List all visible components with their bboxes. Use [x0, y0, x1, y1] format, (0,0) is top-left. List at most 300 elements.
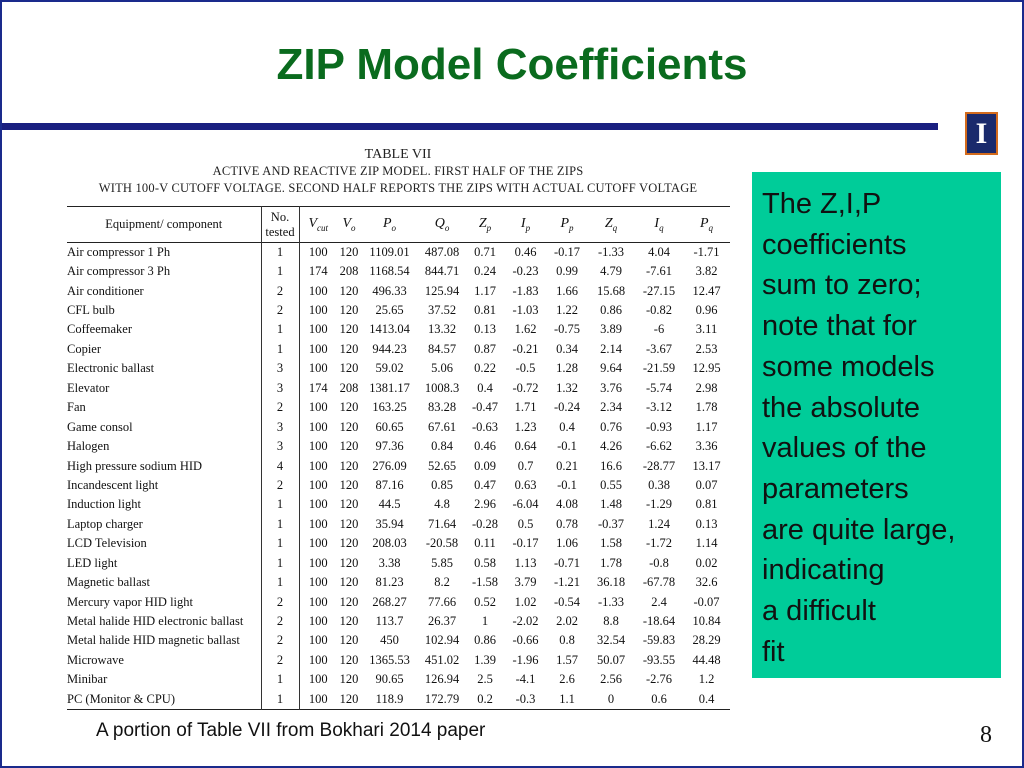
table-cell: 100 [308, 477, 328, 492]
table-cell: -93.55 [642, 652, 676, 667]
table-cell: 44.5 [378, 497, 401, 512]
table-cell: 100 [308, 575, 328, 590]
title-rule [2, 123, 938, 130]
equipment-name-cell: Electronic ballast [67, 359, 261, 378]
table-row [67, 651, 730, 670]
equipment-name-cell: Fan [67, 398, 261, 417]
header-tested: No. tested [261, 207, 299, 243]
equipment-name-cell: LED light [67, 554, 261, 573]
table-cell: 120 [339, 458, 359, 473]
table-row [67, 262, 730, 281]
table-cell: 2 [261, 301, 299, 320]
table-cell: 0.86 [600, 303, 622, 318]
table-cell: -0.28 [471, 516, 499, 531]
table-cell: 1168.54 [369, 264, 410, 279]
table-cell: -0.82 [645, 303, 673, 318]
table-cell: 100 [308, 400, 328, 415]
table-cell: -3.12 [645, 400, 673, 415]
table-cell: 1 [261, 534, 299, 553]
table-cell: 0.8 [559, 633, 575, 648]
equipment-name-cell: Halogen [67, 437, 261, 456]
table-cell: 2.56 [600, 672, 622, 687]
table-cell: -0.23 [512, 264, 539, 279]
table-cell: 0 [607, 691, 615, 706]
table-cell: 0.09 [474, 458, 496, 473]
table-cell: 52.65 [427, 458, 457, 473]
equipment-name-cell: Metal halide HID electronic ballast [67, 612, 261, 631]
table-cell: 71.64 [427, 516, 457, 531]
equipment-name-cell: Air compressor 3 Ph [67, 262, 261, 281]
table-cell: -20.58 [425, 536, 459, 551]
table-cell: -2.02 [512, 614, 539, 629]
table-cell: 1.17 [474, 283, 496, 298]
table-cell: -0.1 [557, 477, 577, 492]
callout-line: are quite large, [762, 513, 956, 546]
table-cell: 1.13 [514, 555, 537, 570]
slide-title: ZIP Model Coefficients [276, 40, 748, 89]
table-cell: 0.6 [651, 691, 667, 706]
table-cell: 120 [339, 594, 359, 609]
callout-text [762, 184, 1001, 672]
table-cell: 100 [308, 633, 328, 648]
table-row [67, 340, 730, 359]
table-cell: 1 [261, 320, 299, 339]
equipment-name-cell: High pressure sodium HID [67, 456, 261, 475]
table-cell: 2.98 [695, 380, 718, 395]
table-cell: -1.33 [597, 594, 625, 609]
zip-table-container [67, 206, 730, 710]
table-cell: -1.03 [512, 303, 539, 318]
table-cell: 496.33 [372, 283, 407, 298]
table-cell: 36.18 [596, 575, 626, 590]
table-cell: -3.67 [645, 341, 673, 356]
callout-line: note that for [762, 310, 917, 343]
table-cell: 1.71 [514, 400, 537, 415]
table-cell: -0.1 [557, 439, 577, 454]
table-cell: 2.5 [477, 672, 493, 687]
table-cell: 1.78 [600, 555, 622, 570]
table-cell: 100 [308, 691, 328, 706]
page-number: 8 [980, 722, 992, 748]
table-row [67, 476, 730, 495]
table-cell: 100 [308, 303, 328, 318]
table-cell: 3.38 [378, 555, 401, 570]
table-cell: -0.3 [515, 691, 536, 706]
table-cell: 0.21 [556, 458, 578, 473]
table-cell: 0.11 [474, 536, 496, 551]
table-cell: 83.28 [427, 400, 457, 415]
table-cell: 37.52 [427, 303, 457, 318]
header-pp: $P_p$ [560, 216, 574, 233]
table-caption-line2: ACTIVE AND REACTIVE ZIP MODEL. FIRST HALF OF THE ZIPS [212, 164, 584, 178]
table-caption-line3: WITH 100-V CUTOFF VOLTAGE. SECOND HALF REPORTS THE ZIPS WITH ACTUAL CUTOFF VOLTAGE [98, 181, 698, 195]
table-cell: 0.81 [474, 303, 496, 318]
table-cell: 0.02 [695, 555, 718, 570]
table-cell: 100 [308, 458, 328, 473]
table-cell: 35.94 [375, 516, 404, 531]
table-row [67, 301, 730, 320]
table-cell: 120 [339, 419, 359, 434]
table-cell: -0.17 [553, 244, 581, 259]
table-row [67, 592, 730, 611]
table-cell: 120 [339, 555, 359, 570]
table-cell: 2 [261, 476, 299, 495]
table-cell: 13.17 [692, 458, 721, 473]
table-cell: 100 [308, 322, 328, 337]
table-row [67, 612, 730, 631]
university-logo [965, 112, 998, 155]
table-row [67, 631, 730, 650]
table-cell: 1 [261, 243, 299, 262]
logo-letter: I [975, 116, 988, 150]
table-cell: 125.94 [424, 283, 460, 298]
table-cell: 120 [339, 283, 359, 298]
table-cell: 118.9 [375, 691, 404, 706]
table-cell: 2.6 [559, 672, 575, 687]
table-cell: 3 [261, 437, 299, 456]
table-cell: -1.58 [471, 575, 499, 590]
table-cell: 3.89 [600, 322, 622, 337]
header-zp: $Z_p$ [478, 216, 492, 233]
table-row [67, 417, 730, 436]
table-cell: 100 [308, 341, 328, 356]
callout-line: some models [762, 350, 935, 383]
table-cell: 0.71 [474, 244, 496, 259]
table-cell: 0.55 [600, 477, 622, 492]
table-cell: 1.32 [556, 380, 578, 395]
table-cell: 487.08 [424, 244, 460, 259]
table-cell: 0.13 [474, 322, 496, 337]
table-cell: 1.57 [556, 652, 578, 667]
table-cell: 8.2 [434, 575, 450, 590]
table-cell: -1.21 [553, 575, 581, 590]
table-cell: 174 [308, 380, 328, 395]
table-cell: 1365.53 [369, 652, 410, 667]
table-cell: -27.15 [642, 283, 676, 298]
table-cell: 0.52 [474, 594, 496, 609]
table-row [67, 437, 730, 456]
table-cell: 172.79 [424, 691, 460, 706]
table-cell: 1.06 [556, 536, 578, 551]
table-cell: 1.23 [514, 419, 537, 434]
equipment-name-cell: Magnetic ballast [67, 573, 261, 592]
table-cell: 208 [339, 380, 359, 395]
header-pq: $P_q$ [699, 216, 714, 233]
table-cell: 2.4 [651, 594, 667, 609]
header-vo: $V_o$ [342, 216, 356, 233]
table-cell: 0.58 [474, 555, 496, 570]
equipment-name-cell: Mercury vapor HID light [67, 592, 261, 611]
table-cell: 100 [308, 439, 328, 454]
table-body [67, 243, 730, 710]
equipment-name-cell: Copier [67, 340, 261, 359]
table-cell: 12.47 [692, 283, 721, 298]
table-cell: 163.25 [372, 400, 407, 415]
table-cell: 3.79 [514, 575, 537, 590]
table-cell: 16.6 [600, 458, 622, 473]
table-cell: 100 [308, 244, 328, 259]
table-cell: 2.14 [600, 341, 622, 356]
table-cell: -0.37 [597, 516, 625, 531]
table-cell: 0.63 [514, 477, 537, 492]
table-cell: 59.02 [375, 361, 404, 376]
table-cell: 84.57 [427, 341, 457, 356]
table-cell: 4.08 [556, 497, 578, 512]
callout-line: indicating [762, 554, 885, 587]
callout-line: sum to zero; [762, 269, 922, 302]
table-cell: 0.22 [474, 361, 496, 376]
table-cell: 12.95 [692, 361, 721, 376]
table-cell: 2 [261, 398, 299, 417]
table-cell: 120 [339, 322, 359, 337]
header-zq: $Z_q$ [604, 216, 618, 233]
table-cell: 0.13 [695, 516, 718, 531]
table-cell: 1413.04 [369, 322, 410, 337]
table-cell: 8.8 [603, 614, 619, 629]
callout-box [752, 172, 1001, 678]
table-cell: 0.84 [431, 439, 453, 454]
table-cell: 1.2 [698, 672, 715, 687]
equipment-name-cell: Microwave [67, 651, 261, 670]
table-cell: 0.96 [695, 303, 718, 318]
table-cell: 120 [339, 400, 359, 415]
table-cell: 3 [261, 359, 299, 378]
table-cell: 28.29 [692, 633, 721, 648]
table-cell: 1.62 [514, 322, 537, 337]
table-cell: 0.46 [514, 244, 537, 259]
table-cell: -59.83 [642, 633, 676, 648]
table-cell: -4.1 [515, 672, 536, 687]
table-cell: 1381.17 [369, 380, 410, 395]
header-iq: $I_q$ [654, 216, 664, 233]
equipment-name-cell: Induction light [67, 495, 261, 514]
table-cell: 15.68 [596, 283, 626, 298]
table-cell: -2.76 [645, 672, 673, 687]
equipment-name-cell: Minibar [67, 670, 261, 689]
table-cell: 4.26 [600, 439, 622, 454]
table-cell: -5.74 [645, 380, 673, 395]
table-cell: 13.32 [427, 322, 457, 337]
table-row [67, 534, 730, 553]
table-cell: 100 [308, 497, 328, 512]
header-po: $P_o$ [382, 216, 397, 233]
table-cell: -0.17 [512, 536, 539, 551]
table-cell: -21.59 [642, 361, 676, 376]
table-cell: 2.53 [695, 341, 718, 356]
table-cell: 32.54 [596, 633, 626, 648]
table-cell: -7.61 [645, 264, 673, 279]
table-cell: 1.39 [474, 652, 496, 667]
equipment-name-cell: Elevator [67, 379, 261, 398]
table-cell: -0.21 [512, 341, 539, 356]
table-cell: 100 [308, 419, 328, 434]
equipment-name-cell: Coffeemaker [67, 320, 261, 339]
table-cell: 100 [308, 594, 328, 609]
table-cell: 0.81 [695, 497, 718, 512]
table-cell: 2 [261, 612, 299, 631]
table-cell: 1 [261, 495, 299, 514]
table-cell: 1.48 [600, 497, 622, 512]
table-cell: 2.96 [474, 497, 496, 512]
table-cell: 3 [261, 379, 299, 398]
table-cell: 0.46 [474, 439, 496, 454]
table-cell: 2.02 [556, 614, 578, 629]
table-cell: 44.48 [692, 652, 721, 667]
table-cell: -1.71 [693, 244, 720, 259]
table-cell: 1.1 [559, 691, 575, 706]
equipment-name-cell: Air compressor 1 Ph [67, 243, 261, 262]
table-cell: -1.33 [597, 244, 625, 259]
table-cell: 1 [481, 614, 489, 629]
callout-line: The Z,I,P [762, 188, 882, 220]
table-cell: 3.11 [695, 322, 718, 337]
table-cell: 208.03 [372, 536, 407, 551]
table-cell: 126.94 [424, 672, 460, 687]
table-row [67, 554, 730, 573]
table-cell: 2 [261, 651, 299, 670]
table-cell: -18.64 [642, 614, 676, 629]
table-cell: 1.02 [514, 594, 537, 609]
table-cell: 120 [339, 439, 359, 454]
table-cell: 0.64 [514, 439, 537, 454]
table-cell: 1 [261, 573, 299, 592]
table-cell: -0.75 [553, 322, 581, 337]
equipment-name-cell: Laptop charger [67, 515, 261, 534]
equipment-name-cell: Incandescent light [67, 476, 261, 495]
table-cell: 50.07 [596, 652, 626, 667]
callout-line: the absolute [762, 391, 921, 424]
table-cell: -0.66 [512, 633, 539, 648]
table-row [67, 690, 730, 709]
table-cell: 120 [339, 691, 359, 706]
table-cell: 100 [308, 536, 328, 551]
table-row [67, 398, 730, 417]
table-cell: 268.27 [372, 594, 407, 609]
table-cell: 1008.3 [424, 380, 460, 395]
table-cell: 120 [339, 633, 359, 648]
table-cell: 120 [339, 244, 359, 259]
table-cell: 0.4 [477, 380, 493, 395]
table-cell: 3.36 [695, 439, 718, 454]
table-cell: -0.47 [471, 400, 499, 415]
table-cell: 90.65 [375, 672, 404, 687]
table-cell: 100 [308, 652, 328, 667]
header-equipment: Equipment/ component [67, 207, 261, 243]
table-cell: -28.77 [642, 458, 676, 473]
table-cell: 2.34 [600, 400, 622, 415]
table-cell: 5.06 [431, 361, 453, 376]
table-cell: 3 [261, 417, 299, 436]
table-cell: 120 [339, 536, 359, 551]
table-cell: -6.62 [645, 439, 673, 454]
table-cell: 67.61 [427, 419, 457, 434]
table-row [67, 379, 730, 398]
table-cell: -0.24 [553, 400, 581, 415]
table-cell: 100 [308, 361, 328, 376]
table-cell: 1.66 [556, 283, 578, 298]
table-row [67, 495, 730, 514]
table-cell: 1.24 [648, 516, 670, 531]
table-cell: 451.02 [424, 652, 460, 667]
table-cell: 450 [380, 633, 399, 648]
table-cell: 120 [339, 672, 359, 687]
table-cell: -0.72 [512, 380, 539, 395]
table-cell: 0.99 [556, 264, 578, 279]
table-cell: 1.78 [695, 400, 718, 415]
table-cell: -1.72 [645, 536, 673, 551]
table-cell: 0.07 [695, 477, 718, 492]
table-cell: 1.28 [556, 361, 578, 376]
table-cell: -0.63 [471, 419, 499, 434]
table-cell: 1 [261, 340, 299, 359]
table-cell: 120 [339, 516, 359, 531]
table-cell: 120 [339, 361, 359, 376]
callout-line: parameters [762, 472, 909, 505]
table-cell: 4 [261, 456, 299, 475]
table-cell: 0.87 [474, 341, 496, 356]
equipment-name-cell: LCD Television [67, 534, 261, 553]
header-vcut: $V_{cut}$ [308, 216, 329, 233]
callout-line: a difficult [762, 595, 876, 628]
table-cell: 120 [339, 575, 359, 590]
table-row [67, 359, 730, 378]
table-cell: 0.4 [559, 419, 575, 434]
equipment-name-cell: CFL bulb [67, 301, 261, 320]
table-cell: 81.23 [375, 575, 404, 590]
table-cell: 60.65 [375, 419, 404, 434]
table-cell: 0.86 [474, 633, 496, 648]
table-cell: -6 [653, 322, 665, 337]
table-cell: 120 [339, 477, 359, 492]
table-cell: 2 [261, 631, 299, 650]
table-cell: -0.71 [553, 555, 581, 570]
equipment-name-cell: PC (Monitor & CPU) [67, 690, 261, 709]
table-cell: 120 [339, 341, 359, 356]
table-header-row [67, 207, 730, 243]
table-cell: -1.29 [645, 497, 673, 512]
callout-line: fit [762, 635, 785, 668]
table-cell: 100 [308, 672, 328, 687]
table-cell: 0.7 [517, 458, 534, 473]
table-cell: 1 [261, 690, 299, 709]
equipment-name-cell: Metal halide HID magnetic ballast [67, 631, 261, 650]
table-cell: 4.04 [648, 244, 670, 259]
zip-coefficient-table [67, 206, 730, 710]
table-cell: 1 [261, 554, 299, 573]
table-cell: 102.94 [424, 633, 460, 648]
table-cell: 3.82 [695, 264, 718, 279]
table-cell: 87.16 [375, 477, 404, 492]
table-cell: 174 [308, 264, 328, 279]
table-cell: 1.14 [695, 536, 718, 551]
table-cell: 0.47 [474, 477, 496, 492]
table-cell: -0.8 [649, 555, 669, 570]
table-cell: 120 [339, 652, 359, 667]
table-cell: 26.37 [427, 614, 457, 629]
table-cell: 3.76 [600, 380, 622, 395]
table-cell: 5.85 [431, 555, 453, 570]
table-cell: 25.65 [375, 303, 404, 318]
table-cell: 0.4 [698, 691, 715, 706]
table-cell: 1 [261, 262, 299, 281]
table-cell: 100 [308, 555, 328, 570]
table-cell: 32.6 [695, 575, 718, 590]
table-cell: 0.76 [600, 419, 622, 434]
table-cell: 844.71 [424, 264, 460, 279]
table-cell: 208 [339, 264, 359, 279]
table-cell: 77.66 [427, 594, 457, 609]
table-row [67, 281, 730, 300]
